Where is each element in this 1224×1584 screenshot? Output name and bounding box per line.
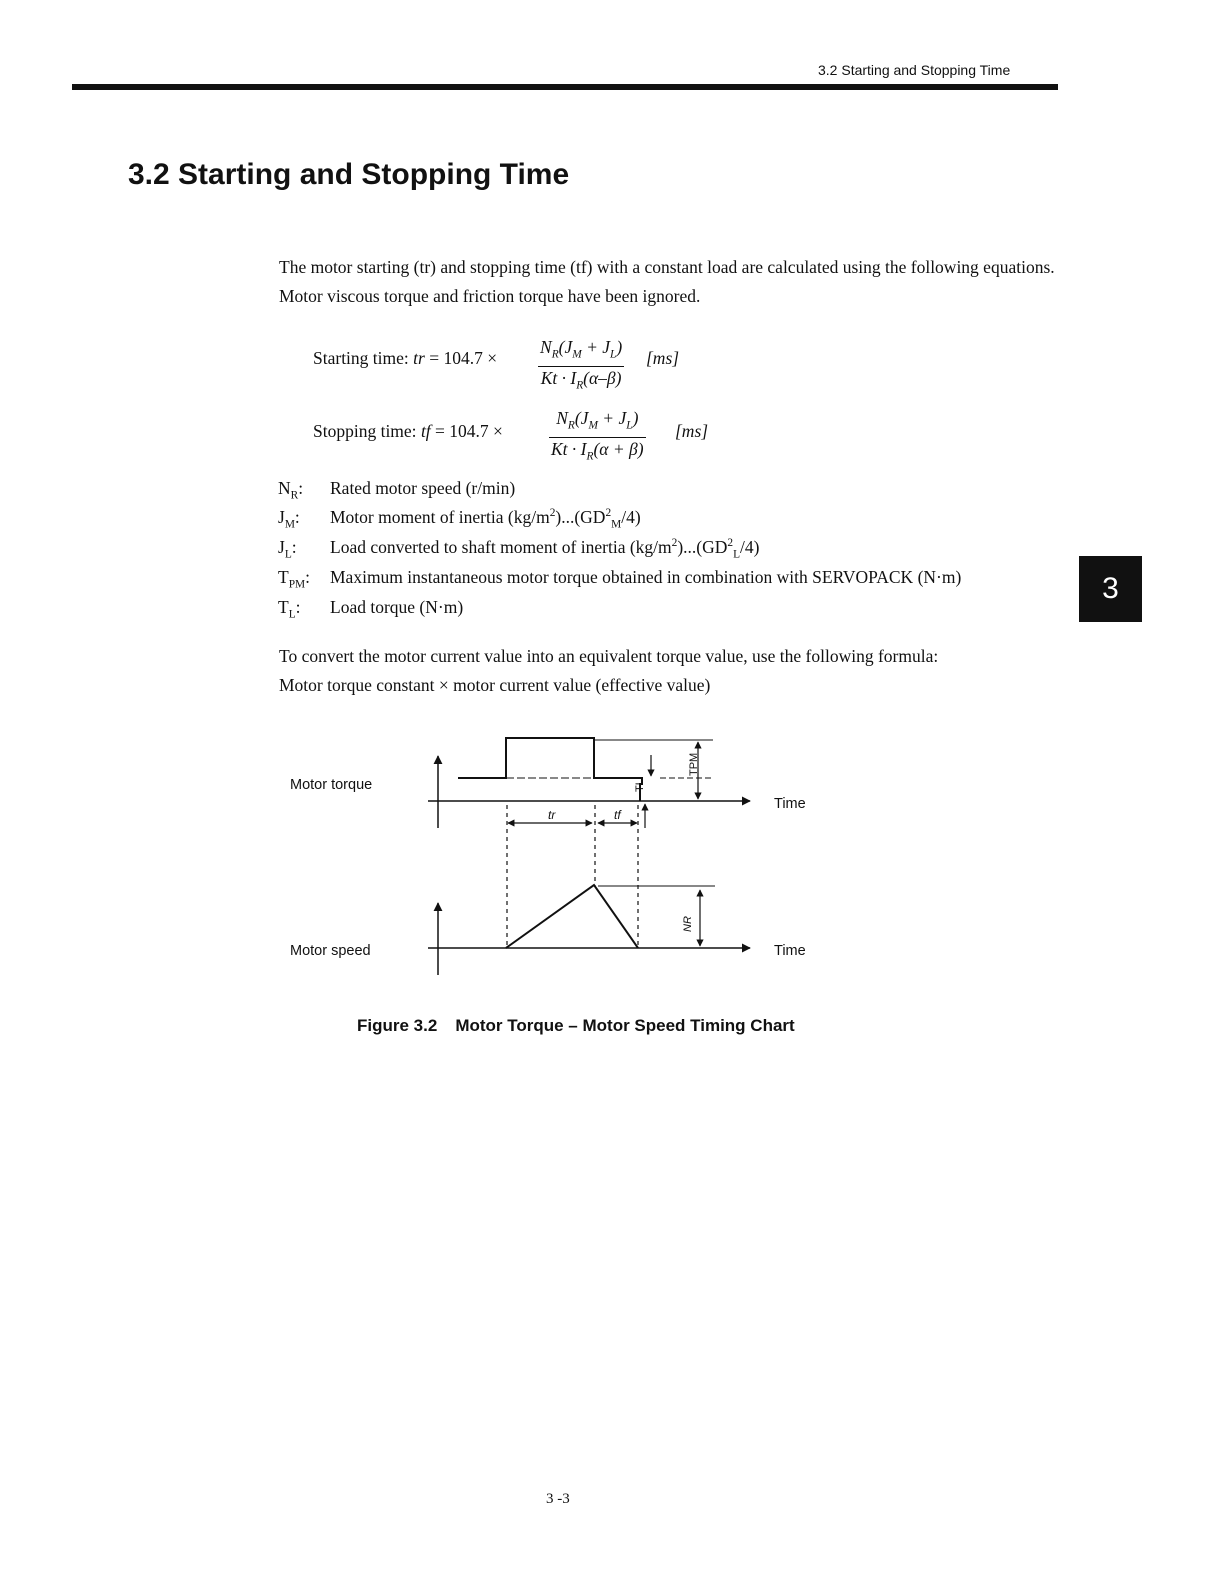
tl-label: TL [634, 779, 646, 792]
running-header: 3.2 Starting and Stopping Time [818, 62, 1011, 78]
nr-label: NR [682, 916, 694, 932]
stopping-label: Stopping time: [313, 421, 421, 441]
stopping-time-equation [313, 407, 753, 462]
torque-waveform [458, 738, 642, 801]
time-axis-label-1: Time [774, 796, 806, 812]
tf-label: tf [614, 808, 621, 822]
stopping-denominator: $Kt \cdot I_R(\alpha + \beta)$ [551, 438, 644, 462]
convert-line-2: Motor torque constant × motor current value (effective value) [279, 675, 711, 695]
starting-time-equation [313, 336, 733, 391]
figure-title: Motor Torque – Motor Speed Timing Chart [455, 1016, 795, 1035]
page-number: 3 -3 [546, 1491, 570, 1507]
stopping-fraction [549, 407, 646, 467]
intro-paragraph: The motor starting (tr) and stopping time (tf) with a constant load are calculated using the following equations. Motor viscous torque and friction torque have been ignored. [279, 257, 1055, 306]
stopping-unit: [ms] [675, 421, 709, 441]
speed-axis-label: Motor speed [290, 943, 371, 959]
stopping-variable: tf [420, 421, 431, 441]
tr-label: tr [548, 808, 556, 822]
convert-line-1: To convert the motor current value into an equivalent torque value, use the following formula: [279, 646, 939, 666]
figure-caption [357, 1016, 795, 1036]
section-title: 3.2 Starting and Stopping Time [128, 158, 570, 191]
chapter-tab: 3 [1079, 556, 1142, 622]
header-rule [72, 84, 1058, 90]
starting-fraction [538, 336, 624, 396]
stopping-numerator: $N_R(J_M + J_L)$ [549, 407, 646, 438]
speed-waveform [506, 885, 638, 948]
tpm-label: TPM [688, 752, 700, 776]
starting-variable: tr [413, 348, 425, 368]
starting-denominator: $Kt \cdot I_R(\alpha-\beta)$ [540, 367, 622, 391]
starting-numerator: $N_R(J_M + J_L)$ [538, 336, 624, 367]
starting-unit: [ms] [646, 348, 680, 368]
time-axis-label-2: Time [774, 943, 806, 959]
torque-axis-label: Motor torque [290, 777, 373, 793]
starting-equals: = 104.7 × [424, 348, 498, 368]
starting-label: Starting time: [313, 348, 414, 368]
figure-number: Figure 3.2 [357, 1016, 438, 1035]
stopping-equals: = 104.7 × [430, 421, 503, 441]
timing-chart [260, 720, 820, 985]
